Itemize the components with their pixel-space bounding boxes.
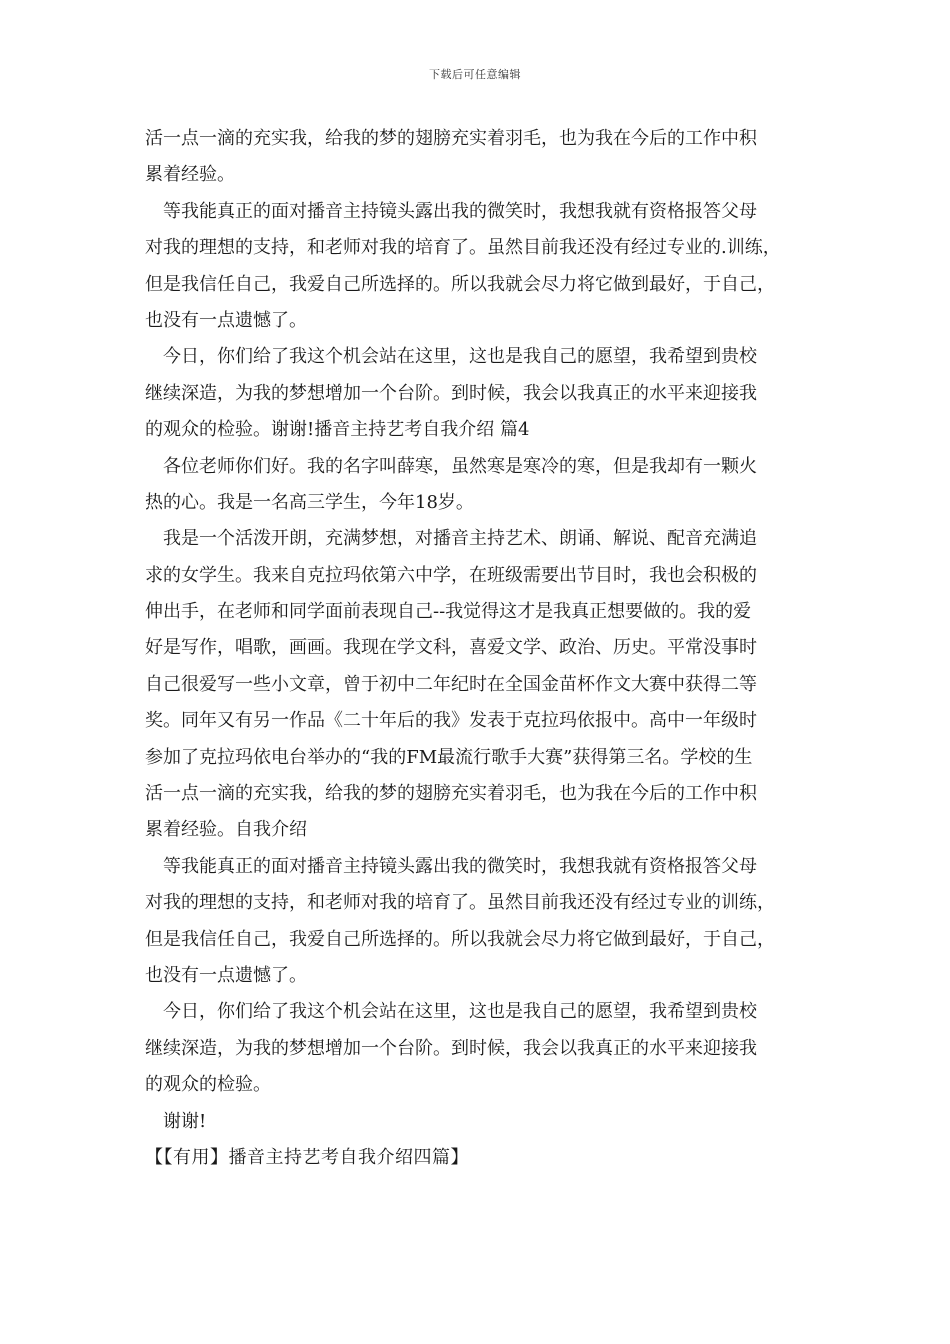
thanks-line: 谢谢! (163, 1110, 207, 1132)
text-line: 但是我信任自己，我爱自己所选择的。所以我就会尽力将它做到最好，于自己， (145, 273, 775, 295)
text-line: 累着经验。自我介绍 (145, 819, 307, 841)
text-line: 也没有一点遗憾了。 (145, 964, 307, 986)
document-title-line: 【【有用】播音主持艺考自我介绍四篇】 (145, 1146, 469, 1168)
text-line: 也没有一点遗憾了。 (145, 309, 307, 331)
page-header: 下载后可任意编辑 (429, 68, 521, 81)
text-line: 继续深造，为我的梦想增加一个台阶。到时候，我会以我真正的水平来迎接我 (145, 1037, 757, 1059)
paragraph-start: 我是一个活泼开朗，充满梦想，对播音主持艺术、朗诵、解说、配音充满追 (163, 528, 757, 550)
text-line: 的观众的检验。 (145, 1074, 271, 1096)
text-line: 求的女学生。我来自克拉玛依第六中学，在班级需要出节目时，我也会积极的 (145, 564, 757, 586)
text-line: 活一点一滴的充实我，给我的梦的翅膀充实着羽毛，也为我在今后的工作中积 (145, 128, 757, 149)
text-line: 但是我信任自己，我爱自己所选择的。所以我就会尽力将它做到最好，于自己， (145, 928, 775, 950)
paragraph-start: 今日，你们给了我这个机会站在这里，这也是我自己的愿望，我希望到贵校 (163, 346, 757, 368)
paragraph-start: 今日，你们给了我这个机会站在这里，这也是我自己的愿望，我希望到贵校 (163, 1001, 757, 1023)
text-line: 继续深造，为我的梦想增加一个台阶。到时候，我会以我真正的水平来迎接我 (145, 382, 757, 404)
text-line: 累着经验。 (145, 164, 235, 186)
document-body (145, 121, 815, 1176)
text-line: 对我的理想的支持，和老师对我的培育了。虽然目前我还没有经过专业的.训练， (145, 237, 781, 259)
text-line: 的观众的检验。谢谢!播音主持艺考自我介绍 篇4 (145, 419, 530, 441)
text-line: 奖。同年又有另一作品《二十年后的我》发表于克拉玛依报中。高中一年级时 (145, 710, 757, 732)
paragraph-start: 等我能真正的面对播音主持镜头露出我的微笑时，我想我就有资格报答父母 (163, 855, 757, 877)
paragraph-start: 等我能真正的面对播音主持镜头露出我的微笑时，我想我就有资格报答父母 (163, 200, 757, 222)
text-line: 热的心。我是一名高三学生，今年18岁。 (145, 491, 474, 513)
text-line: 好是写作，唱歌，画画。我现在学文科，喜爱文学、政治、历史。平常没事时 (145, 637, 757, 659)
paragraph-start: 各位老师你们好。我的名字叫薛寒，虽然寒是寒冷的寒，但是我却有一颗火 (163, 455, 757, 477)
text-line: 活一点一滴的充实我，给我的梦的翅膀充实着羽毛，也为我在今后的工作中积 (145, 783, 757, 805)
text-line: 对我的理想的支持，和老师对我的培育了。虽然目前我还没有经过专业的训练， (145, 892, 775, 914)
text-line: 自己很爱写一些小文章，曾于初中二年纪时在全国金苗杯作文大赛中获得二等 (145, 673, 757, 695)
text-line: 参加了克拉玛依电台举办的“我的FM最流行歌手大赛”获得第三名。学校的生 (145, 746, 753, 768)
text-line: 伸出手，在老师和同学面前表现自己--我觉得这才是我真正想要做的。我的爱 (145, 601, 752, 623)
